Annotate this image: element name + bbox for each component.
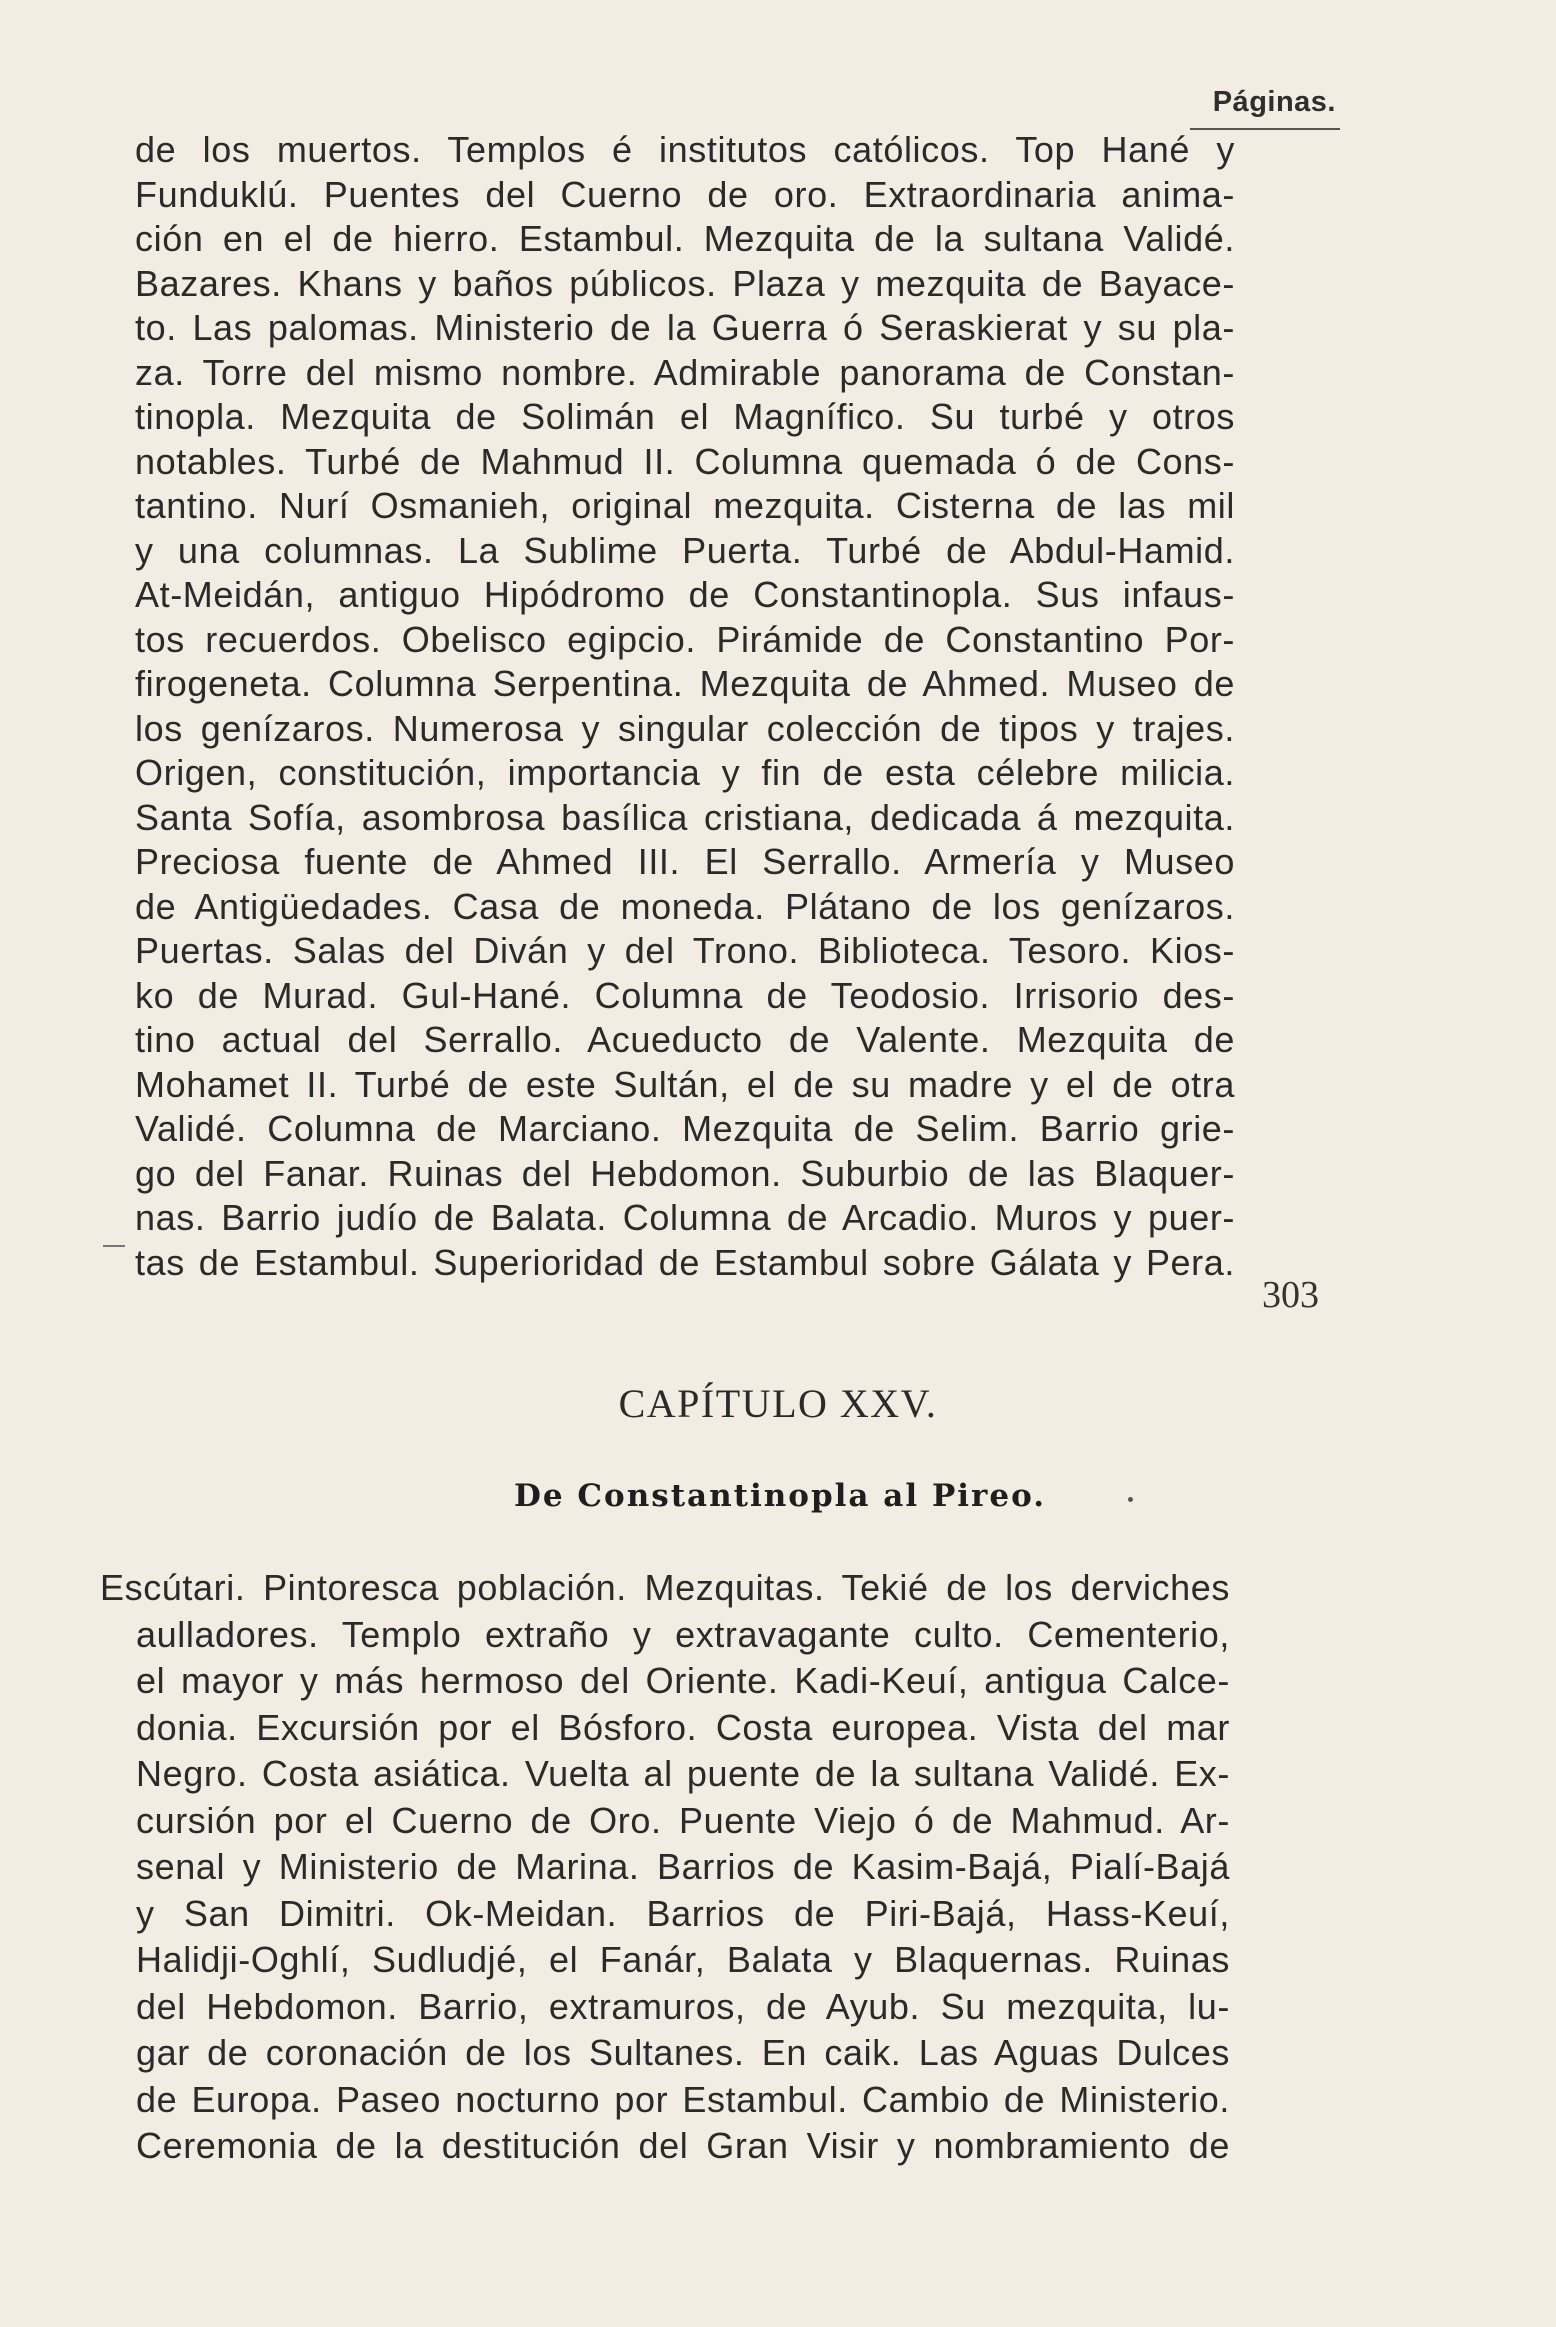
summary-line: to. Las palomas. Ministerio de la Guerra ó Seraskierat y su pla- — [135, 307, 1235, 348]
summary-line: go del Fanar. Ruinas del Hebdomon. Suburbio de las Blaquer- — [135, 1152, 1235, 1194]
summary-line: tos recuerdos. Obelisco egipcio. Pirámide de Constantino Por- — [135, 618, 1235, 660]
summary-line: tas de Estambul. Superioridad de Estambul sobre Gálata y Pera. — [135, 1241, 1235, 1283]
summary-line: At-Meidán, antiguo Hipódromo de Constantinopla. Sus infaus- — [135, 574, 1235, 615]
page-column-header: Páginas. — [1212, 86, 1336, 118]
summary-line: Bazares. Khans y baños públicos. Plaza y mezquita de Bayace- — [135, 262, 1235, 304]
previous-chapter-summary — [135, 128, 1235, 1285]
summary-line: y San Dimitri. Ok-Meidan. Barrios de Piri-Bajá, Hass-Keuí, — [136, 1892, 1230, 1934]
summary-line: aulladores. Templo extraño y extravagante culto. Cementerio, — [136, 1613, 1230, 1655]
summary-line: Funduklú. Puentes del Cuerno de oro. Extraordinaria anima- — [135, 173, 1235, 215]
summary-line: del Hebdomon. Barrio, extramuros, de Ayub. Su mezquita, lu- — [136, 1985, 1230, 2027]
summary-line: el mayor y más hermoso del Oriente. Kadi-Keuí, antigua Calce- — [136, 1660, 1230, 1701]
summary-line: Santa Sofía, asombrosa basílica cristiana, dedicada á mezquita. — [135, 796, 1235, 838]
summary-line: de Antigüedades. Casa de moneda. Plátano de los genízaros. — [135, 885, 1235, 927]
stray-dot — [1128, 1497, 1133, 1502]
summary-line: Preciosa fuente de Ahmed III. El Serrallo. Armería y Museo — [135, 841, 1235, 882]
summary-line: Halidji-Oghlí, Sudludjé, el Fanár, Balata y Blaquernas. Ruinas — [136, 1939, 1230, 1980]
summary-line: senal y Ministerio de Marina. Barrios de Kasim-Bajá, Pialí-Bajá — [136, 1846, 1230, 1887]
summary-line: za. Torre del mismo nombre. Admirable panorama de Constan- — [135, 351, 1235, 393]
summary-line: tinopla. Mezquita de Solimán el Magnífico. Su turbé y otros — [135, 396, 1235, 437]
summary-line: Validé. Columna de Marciano. Mezquita de Selim. Barrio grie- — [135, 1108, 1235, 1149]
summary-line: tantino. Nurí Osmanieh, original mezquita. Cisterna de las mil — [135, 485, 1235, 526]
summary-line: gar de coronación de los Sultanes. En caik. Las Aguas Dulces — [136, 2032, 1230, 2073]
summary-line: tino actual del Serrallo. Acueducto de Valente. Mezquita de — [135, 1019, 1235, 1060]
summary-line: Escútari. Pintoresca población. Mezquitas. Tekié de los derviches — [100, 1567, 1230, 1608]
summary-line: firogeneta. Columna Serpentina. Mezquita de Ahmed. Museo de — [135, 663, 1235, 704]
summary-line: Mohamet II. Turbé de este Sultán, el de su madre y el de otra — [135, 1063, 1235, 1105]
summary-line: ko de Murad. Gul-Hané. Columna de Teodosio. Irrisorio des- — [135, 974, 1235, 1016]
summary-line: ción en el de hierro. Estambul. Mezquita de la sultana Validé. — [135, 218, 1235, 259]
summary-line: Origen, constitución, importancia y fin de esta célebre milicia. — [135, 752, 1235, 793]
summary-line: Negro. Costa asiática. Vuelta al puente de la sultana Validé. Ex- — [136, 1753, 1230, 1794]
summary-line: y una columnas. La Sublime Puerta. Turbé de Abdul-Hamid. — [135, 529, 1235, 571]
summary-line: nas. Barrio judío de Balata. Columna de Arcadio. Muros y puer- — [135, 1197, 1235, 1238]
chapter-title: CAPÍTULO XXV. — [618, 1381, 938, 1426]
chapter-subtitle: De Constantinopla al Pireo. — [513, 1478, 1047, 1514]
summary-line: de Europa. Paseo nocturno por Estambul. Cambio de Ministerio. — [136, 2078, 1230, 2120]
chapter-summary — [100, 1565, 1230, 2170]
summary-line: Puertas. Salas del Diván y del Trono. Biblioteca. Tesoro. Kios- — [135, 930, 1235, 971]
summary-line: notables. Turbé de Mahmud II. Columna quemada ó de Cons- — [135, 440, 1235, 482]
summary-line: Ceremonia de la destitución del Gran Visir y nombramiento de — [136, 2125, 1230, 2166]
summary-line: de los muertos. Templos é institutos católicos. Top Hané y — [135, 129, 1235, 170]
page-number: 303 — [1262, 1274, 1319, 1316]
summary-line: cursión por el Cuerno de Oro. Puente Viejo ó de Mahmud. Ar- — [136, 1799, 1230, 1841]
summary-line: los genízaros. Numerosa y singular colección de tipos y trajes. — [135, 707, 1235, 749]
margin-mark — [103, 1245, 125, 1247]
summary-line: donia. Excursión por el Bósforo. Costa europea. Vista del mar — [136, 1706, 1230, 1748]
